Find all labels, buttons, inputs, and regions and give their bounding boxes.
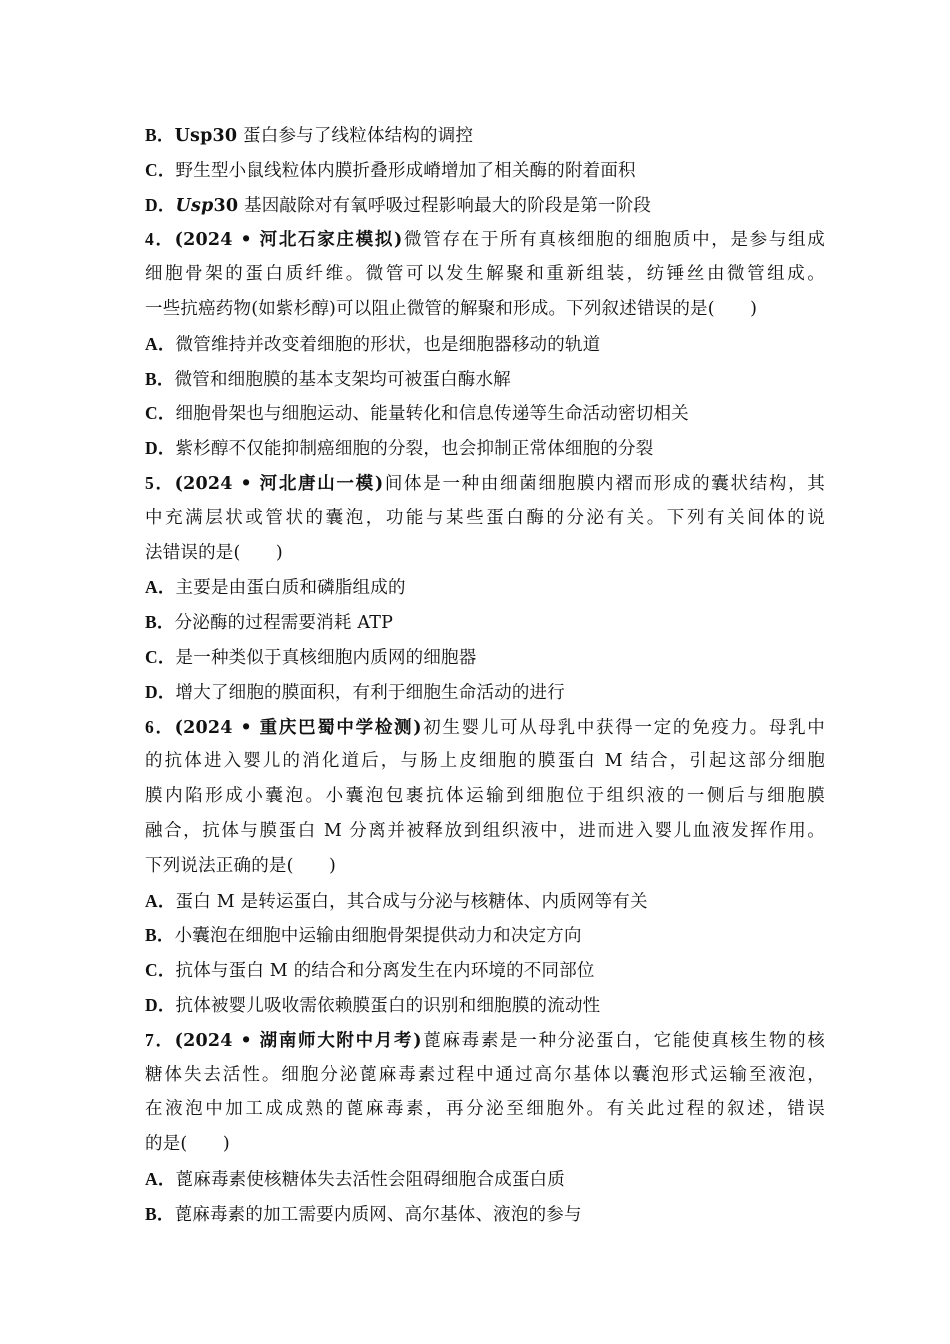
option-text: 增大了细胞的膜面积，有利于细胞生命活动的进行 <box>175 682 565 703</box>
q6-option-b <box>145 918 825 953</box>
option-letter: A． <box>145 577 176 598</box>
option-letter: B． <box>145 925 175 946</box>
q4-option-b <box>145 362 825 397</box>
question-source: (2024 • 湖南师大附中月考) <box>174 1030 422 1051</box>
option-text: 蓖麻毒素使核糖体失去活性会阻碍细胞合成蛋白质 <box>175 1169 565 1190</box>
option-letter: B． <box>145 125 175 145</box>
q3-option-d <box>145 188 825 223</box>
option-text: 分泌酶的过程需要消耗 ATP <box>174 613 394 634</box>
option-letter: C． <box>145 960 176 981</box>
q7-stem-line-1 <box>145 1023 825 1058</box>
q4-stem-line-2: 细胞骨架的蛋白质纤维。微管可以发生解聚和重新组装，纺锤丝由微管组成。 <box>145 264 825 285</box>
q5-option-b <box>145 605 825 640</box>
option-text: 细胞骨架也与细胞运动、能量转化和信息传递等生命活动密切相关 <box>175 404 689 425</box>
q4-stem-line-1 <box>145 222 825 257</box>
option-letter: B． <box>145 612 175 633</box>
q6-stem-line-1 <box>145 710 825 745</box>
q3-option-b <box>145 118 825 153</box>
q5-stem-line-2: 中充满层状或管状的囊泡，功能与某些蛋白酶的分泌有关。下列有关间体的说 <box>145 507 825 528</box>
q6-option-a <box>145 884 825 919</box>
option-text: 抗体被婴儿吸收需依赖膜蛋白的识别和细胞膜的流动性 <box>175 995 601 1016</box>
option-letter: A． <box>145 1168 176 1189</box>
option-text: 小囊泡在细胞中运输由细胞骨架提供动力和决定方向 <box>174 926 582 947</box>
option-letter: D． <box>145 994 176 1015</box>
question-source: (2024 • 河北石家庄模拟) <box>174 230 403 251</box>
question-source: (2024 • 河北唐山一模) <box>174 473 384 494</box>
q6-option-d <box>145 988 825 1023</box>
q5-stem-line-1 <box>145 466 825 501</box>
question-number: 4． <box>145 229 175 250</box>
q7-stem-line-4: 的是( ) <box>145 1134 230 1155</box>
q5-option-d <box>145 675 825 710</box>
q3-option-c <box>145 153 825 188</box>
q7-stem-line-2: 糖体失去活性。细胞分泌蓖麻毒素过程中通过高尔基体以囊泡形式运输至液泡， <box>145 1064 825 1085</box>
q5-option-c <box>145 640 825 675</box>
option-text: 主要是由蛋白质和磷脂组成的 <box>175 578 406 599</box>
option-text: 紫杉醇不仅能抑制癌细胞的分裂，也会抑制正常体细胞的分裂 <box>175 439 654 460</box>
question-number: 5． <box>145 472 175 493</box>
question-number: 6． <box>145 716 175 737</box>
q7-option-b <box>145 1197 825 1232</box>
question-stem: 间体是一种由细菌细胞膜内褶而形成的囊状结构，其 <box>383 473 825 494</box>
option-text: 微管和细胞膜的基本支架均可被蛋白酶水解 <box>174 369 511 390</box>
gene-name: Usp30 <box>174 126 238 146</box>
question-source: (2024 • 重庆巴蜀中学检测) <box>174 717 422 738</box>
q5-stem-line-3: 法错误的是( ) <box>145 542 283 563</box>
option-letter: B． <box>145 368 175 389</box>
q7-stem-line-3: 在液泡中加工成成熟的蓖麻毒素，再分泌至细胞外。有关此过程的叙述，错误 <box>145 1099 825 1120</box>
option-text: 野生型小鼠线粒体内膜折叠形成嵴增加了相关酶的附着面积 <box>175 160 636 181</box>
option-text: 基因敲除对有氧呼吸过程影响最大的阶段是第一阶段 <box>238 195 652 216</box>
gene-name-italic: Usp <box>175 195 214 216</box>
question-stem: 蓖麻毒素是一种分泌蛋白，它能使真核生物的核 <box>421 1030 825 1051</box>
option-letter: A． <box>145 890 176 911</box>
q4-stem-line-3: 一些抗癌药物(如紫杉醇)可以阻止微管的解聚和形成。下列叙述错误的是( ) <box>145 298 758 319</box>
document-page <box>145 118 825 1232</box>
question-stem: 初生婴儿可从母乳中获得一定的免疫力。母乳中 <box>421 717 825 738</box>
gene-name: 30 <box>213 195 239 216</box>
option-letter: A． <box>145 333 176 354</box>
question-stem: 微管存在于所有真核细胞的细胞质中，是参与组成 <box>402 230 825 251</box>
q6-option-c <box>145 953 825 988</box>
option-letter: D． <box>145 681 176 702</box>
option-letter: C． <box>145 159 176 180</box>
q4-option-c <box>145 396 825 431</box>
q6-stem-line-2: 的抗体进入婴儿的消化道后，与肠上皮细胞的膜蛋白 M 结合，引起这部分细胞 <box>145 751 825 772</box>
option-text: 抗体与蛋白 M 的结合和分离发生在内环境的不同部位 <box>175 961 595 982</box>
q7-option-a <box>145 1162 825 1197</box>
q5-option-a <box>145 570 825 605</box>
q4-option-d <box>145 431 825 466</box>
option-text: 蛋白参与了线粒体结构的调控 <box>237 126 474 146</box>
q4-option-a <box>145 327 825 362</box>
option-letter: C． <box>145 646 176 667</box>
q6-stem-line-5: 下列说法正确的是( ) <box>145 855 337 876</box>
option-text: 蛋白 M 是转运蛋白，其合成与分泌与核糖体、内质网等有关 <box>175 891 648 912</box>
question-number: 7． <box>145 1029 175 1050</box>
option-letter: D． <box>145 194 176 215</box>
option-letter: C． <box>145 403 176 424</box>
option-text: 微管维持并改变着细胞的形状，也是细胞器移动的轨道 <box>175 334 601 355</box>
q6-stem-line-3: 膜内陷形成小囊泡。小囊泡包裹抗体运输到细胞位于组织液的一侧后与细胞膜 <box>145 786 825 807</box>
option-text: 蓖麻毒素的加工需要内质网、高尔基体、液泡的参与 <box>174 1204 582 1225</box>
option-letter: B． <box>145 1203 175 1224</box>
option-letter: D． <box>145 438 176 459</box>
option-text: 是一种类似于真核细胞内质网的细胞器 <box>175 647 477 668</box>
q6-stem-line-4: 融合，抗体与膜蛋白 M 分离并被释放到组织液中，进而进入婴儿血液发挥作用。 <box>145 820 825 841</box>
